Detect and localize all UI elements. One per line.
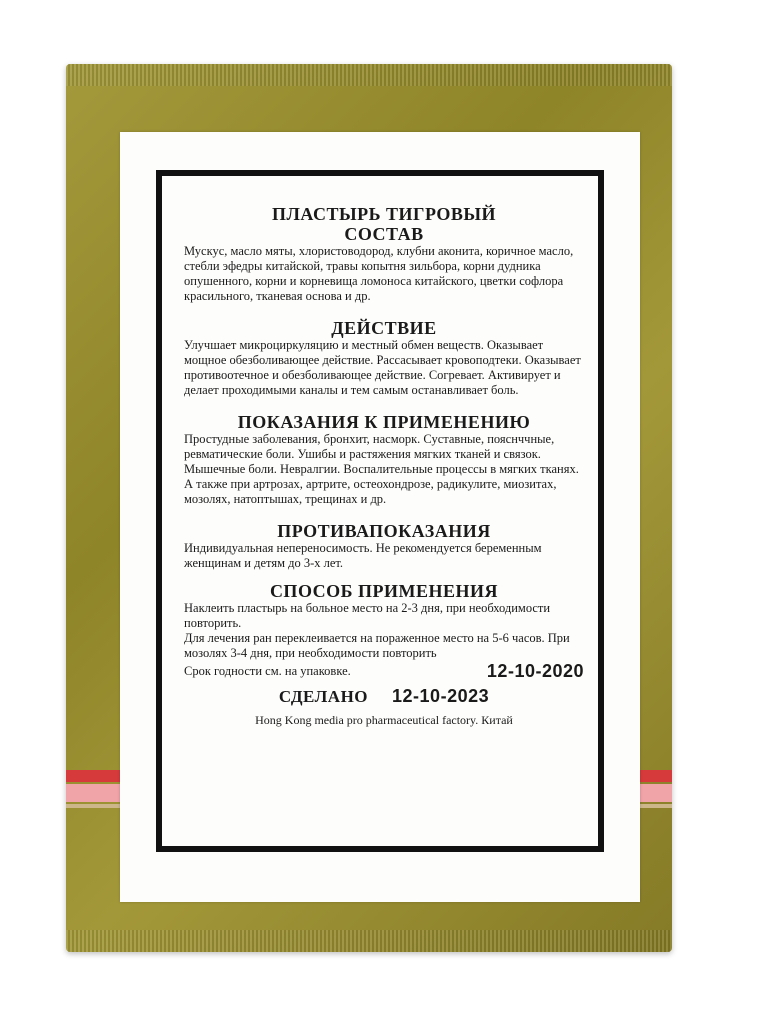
shelf-life-text: Срок годности см. на упаковке. [184,664,351,678]
usage-line: Для лечения ран переклеивается на пораженное место на 5-6 часов. При мозолях 3-4 дня, при необходимости повторить [184,631,570,660]
expiry-date: 12-10-2023 [392,686,490,706]
composition-heading: СОСТАВ [344,224,424,244]
product-title: ПЛАСТЫРЬ ТИГРОВЫЙ [271,204,497,224]
indications-line: Простудные заболевания, бронхит, насморк. Суставные, пояснччные, ревматические боли. Ушибы и растяжения мягких тканей и связок. [184,432,555,461]
action-heading: ДЕЙСТВИЕ [331,318,437,338]
indications-line: А также при артрозах, артрите, остеохондрозе, радикулите, миозитах, мозолях, натоптышах, трещинах и др. [184,477,557,506]
contraindications-text: Индивидуальная непереносимость. Не рекомендуется беременным женщинам и детям до 3-х лет. [184,541,542,570]
shelf-life-row [184,661,584,682]
indications-heading: ПОКАЗАНИЯ К ПРИМЕНЕНИЮ [237,412,531,432]
indications-line: Мышечные боли. Невралгии. Воспалительные процессы в мягких тканях. [184,462,579,476]
composition-text: Мускус, масло мяты, хлористоводород, клубни аконита, коричное масло, стебли эфедры китайской, травы копытня зильбора, корни дудника опушенного, корни и корневища ломоноса китайского, цветки софлора красильного, тканевая основа и др. [184,244,574,303]
manufacturer-text: Hong Kong media pro pharmaceutical factory. Китай [255,713,513,727]
label-frame [156,170,604,852]
contraindications-heading: ПРОТИВАПОКАЗАНИЯ [277,521,491,541]
usage-heading: СПОСОБ ПРИМЕНЕНИЯ [269,581,499,601]
made-heading: СДЕЛАНО [278,686,369,706]
action-text: Улучшает микроциркуляцию и местный обмен веществ. Оказывает мощное обезболивающее действие. Рассасывает кровоподтеки. Оказывает противоотечное и обезболивающее действие. Согревает. Активирует и делает проходимыми каналы и тем самым останавливает боль. [184,338,581,397]
manufacture-date: 12-10-2020 [486,661,584,681]
made-row [184,686,584,707]
usage-line: Наклеить пластырь на больное место на 2-3 дня, при необходимости повторить. [184,601,551,630]
